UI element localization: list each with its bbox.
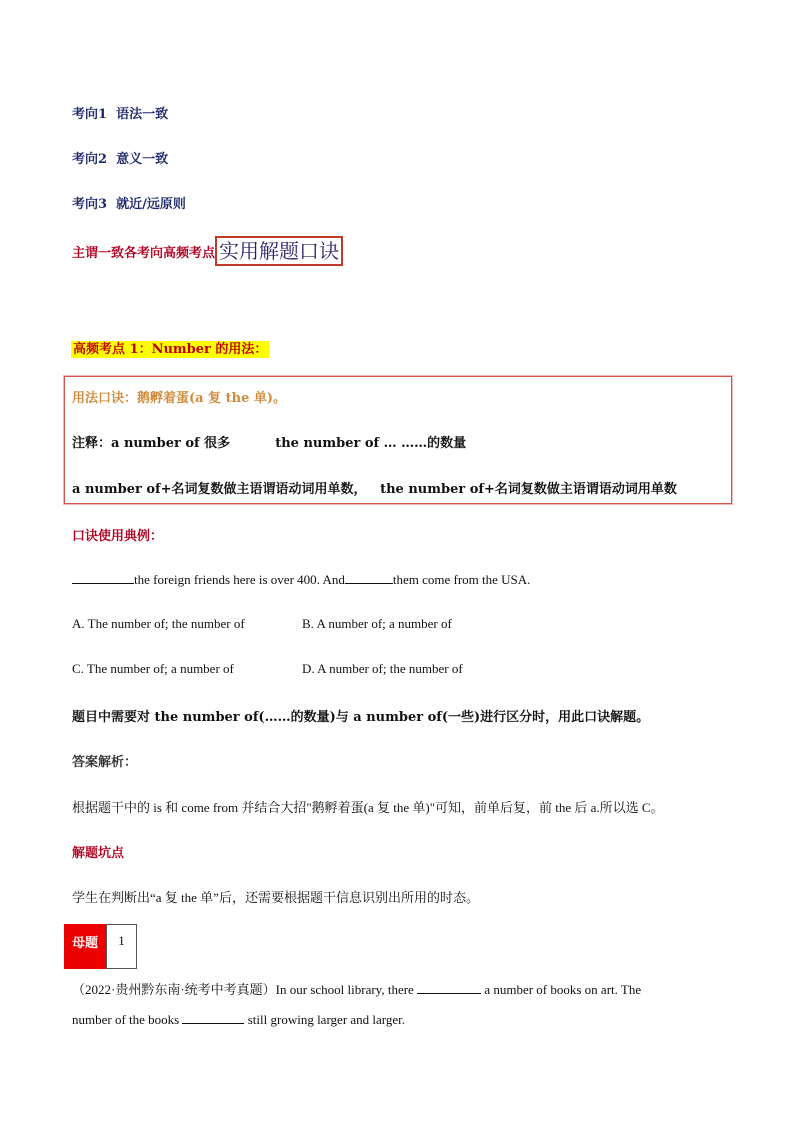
exam-question-line1: （2022·贵州黔东南·统考中考真题）In our school library, there a number of books on art. The: [72, 982, 642, 997]
trap-title: 解题坑点: [72, 846, 125, 861]
example-title: 口诀使用典例：: [72, 529, 164, 544]
section-title-boxed: 实用解题口诀: [215, 236, 343, 266]
exam-blank-1: [417, 981, 481, 994]
rule-mnemonic: 用法口诀：鹅孵着蛋(a 复 the 单)。: [72, 391, 287, 406]
question-blank-1: [72, 571, 134, 584]
answer-title: 答案解析：: [72, 755, 138, 770]
question: the foreign friends here is over 400. And them come from the USA.: [72, 571, 732, 588]
direction-3: 考向3 就近/远原则: [72, 197, 186, 212]
option-c: C. The number of; a number of: [72, 661, 234, 676]
answer-text: 根据题干中的 is 和 come from 并结合大招"鹅孵着蛋(a 复 the 单)"可知，前单后复，前 the 后 a.所以选 C。: [72, 800, 664, 815]
exam-question-line2: number of the books still growing larger and larger.: [72, 1012, 406, 1027]
rule-note: 注释：a number of 很多 the number of … ……的数量: [72, 436, 467, 451]
tip: 题目中需要对 the number of(……的数量)与 a number of(一些)进行区分时，用此口诀解题。: [72, 710, 650, 725]
trap-text: 学生在判断出“a 复 the 单”后，还需要根据题干信息识别出所用的时态。: [72, 890, 479, 905]
option-b: B. A number of; a number of: [302, 616, 452, 631]
direction-2: 考向2 意义一致: [72, 152, 169, 167]
mother-question-label: 母题: [64, 924, 106, 969]
option-d: D. A number of; the number of: [302, 661, 463, 676]
rule-line3: a number of+名词复数做主语谓语动词用单数， the number of+名词复数做主语谓语动词用单数: [72, 482, 677, 497]
section-title: 主谓一致各考向高频考点 实用解题口诀: [72, 236, 343, 266]
exam-blank-2: [182, 1011, 244, 1024]
question-blank-2: [345, 571, 393, 584]
direction-1: 考向1 语法一致: [72, 107, 169, 122]
mother-question-number: 1: [106, 924, 137, 969]
point1-title: 高频考点 1：Number 的用法：: [73, 342, 268, 357]
option-a: A. The number of; the number of: [72, 616, 245, 631]
